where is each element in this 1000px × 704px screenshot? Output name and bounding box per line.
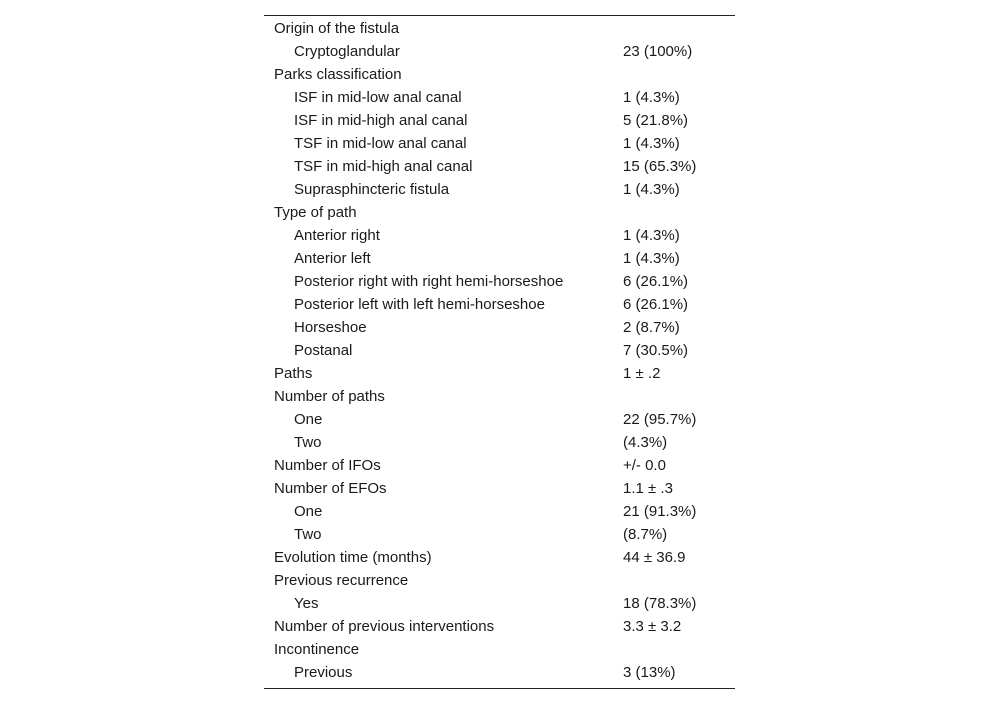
table-subrow	[264, 270, 735, 293]
row-label: Suprasphincteric fistula	[294, 181, 450, 198]
row-value: 6 (26.1%)	[623, 296, 689, 313]
row-value: 2 (8.7%)	[623, 319, 680, 336]
row-label: One	[294, 503, 323, 520]
table-subrow	[264, 86, 735, 109]
row-value: 1 (4.3%)	[623, 227, 680, 244]
table-subrow	[264, 40, 735, 63]
row-value: 3.3 ± 3.2	[623, 618, 682, 635]
table-row	[264, 477, 735, 500]
row-label: Previous recurrence	[274, 572, 409, 589]
row-value: 15 (65.3%)	[623, 158, 697, 175]
row-value: (8.7%)	[623, 526, 668, 543]
table-body	[264, 17, 735, 684]
row-label: TSF in mid-low anal canal	[294, 135, 467, 152]
row-value: 22 (95.7%)	[623, 411, 697, 428]
table-subrow	[264, 109, 735, 132]
row-label: Number of paths	[274, 388, 385, 405]
row-label: Number of EFOs	[274, 480, 387, 497]
table-row	[264, 569, 735, 592]
row-label: Horseshoe	[294, 319, 367, 336]
row-label: Parks classification	[274, 66, 402, 83]
row-value: 6 (26.1%)	[623, 273, 689, 290]
row-label: Anterior right	[294, 227, 380, 244]
row-label: Previous	[294, 664, 353, 681]
table-subrow	[264, 132, 735, 155]
row-value: (4.3%)	[623, 434, 668, 451]
row-label: TSF in mid-high anal canal	[294, 158, 473, 175]
row-label: One	[294, 411, 323, 428]
row-label: ISF in mid-low anal canal	[294, 89, 462, 106]
row-value: 1 (4.3%)	[623, 135, 680, 152]
table-row	[264, 201, 735, 224]
row-value: 3 (13%)	[623, 664, 676, 681]
row-value: 1 (4.3%)	[623, 181, 680, 198]
row-label: Posterior right with right hemi-horseshoe	[294, 273, 564, 290]
row-value: 1 (4.3%)	[623, 250, 680, 267]
table-subrow	[264, 408, 735, 431]
row-value: 1 (4.3%)	[623, 89, 680, 106]
row-value: 21 (91.3%)	[623, 503, 697, 520]
row-label: Origin of the fistula	[274, 20, 400, 37]
table-row	[264, 638, 735, 661]
row-label: Number of IFOs	[274, 457, 381, 474]
table-subrow	[264, 247, 735, 270]
table-subrow	[264, 500, 735, 523]
table-subrow	[264, 178, 735, 201]
table-row	[264, 17, 735, 40]
row-label: Yes	[294, 595, 319, 612]
row-value: 1.1 ± .3	[623, 480, 673, 497]
row-label: Two	[294, 526, 322, 543]
table-subrow	[264, 155, 735, 178]
row-value: 7 (30.5%)	[623, 342, 689, 359]
row-value: 23 (100%)	[623, 43, 693, 60]
row-value: 18 (78.3%)	[623, 595, 697, 612]
row-label: Anterior left	[294, 250, 371, 267]
row-value: 1 ± .2	[623, 365, 661, 382]
table-row	[264, 385, 735, 408]
row-label: Two	[294, 434, 322, 451]
table-row	[264, 63, 735, 86]
row-label: ISF in mid-high anal canal	[294, 112, 468, 129]
row-label: Paths	[274, 365, 313, 382]
table-subrow	[264, 316, 735, 339]
data-table	[264, 15, 735, 689]
table-subrow	[264, 661, 735, 684]
table-row	[264, 362, 735, 385]
row-label: Cryptoglandular	[294, 43, 400, 60]
table-row	[264, 615, 735, 638]
row-label: Evolution time (months)	[274, 549, 432, 566]
table-subrow	[264, 431, 735, 454]
table-row	[264, 546, 735, 569]
table-subrow	[264, 592, 735, 615]
table-subrow	[264, 224, 735, 247]
row-value: 44 ± 36.9	[623, 549, 686, 566]
row-label: Postanal	[294, 342, 353, 359]
row-label: Type of path	[274, 204, 357, 221]
table-subrow	[264, 523, 735, 546]
table-subrow	[264, 339, 735, 362]
table-subrow	[264, 293, 735, 316]
row-label: Number of previous interventions	[274, 618, 495, 635]
table-row	[264, 454, 735, 477]
row-label: Posterior left with left hemi-horseshoe	[294, 296, 545, 313]
row-value: +/- 0.0	[623, 457, 666, 474]
row-value: 5 (21.8%)	[623, 112, 689, 129]
row-label: Incontinence	[274, 641, 360, 658]
